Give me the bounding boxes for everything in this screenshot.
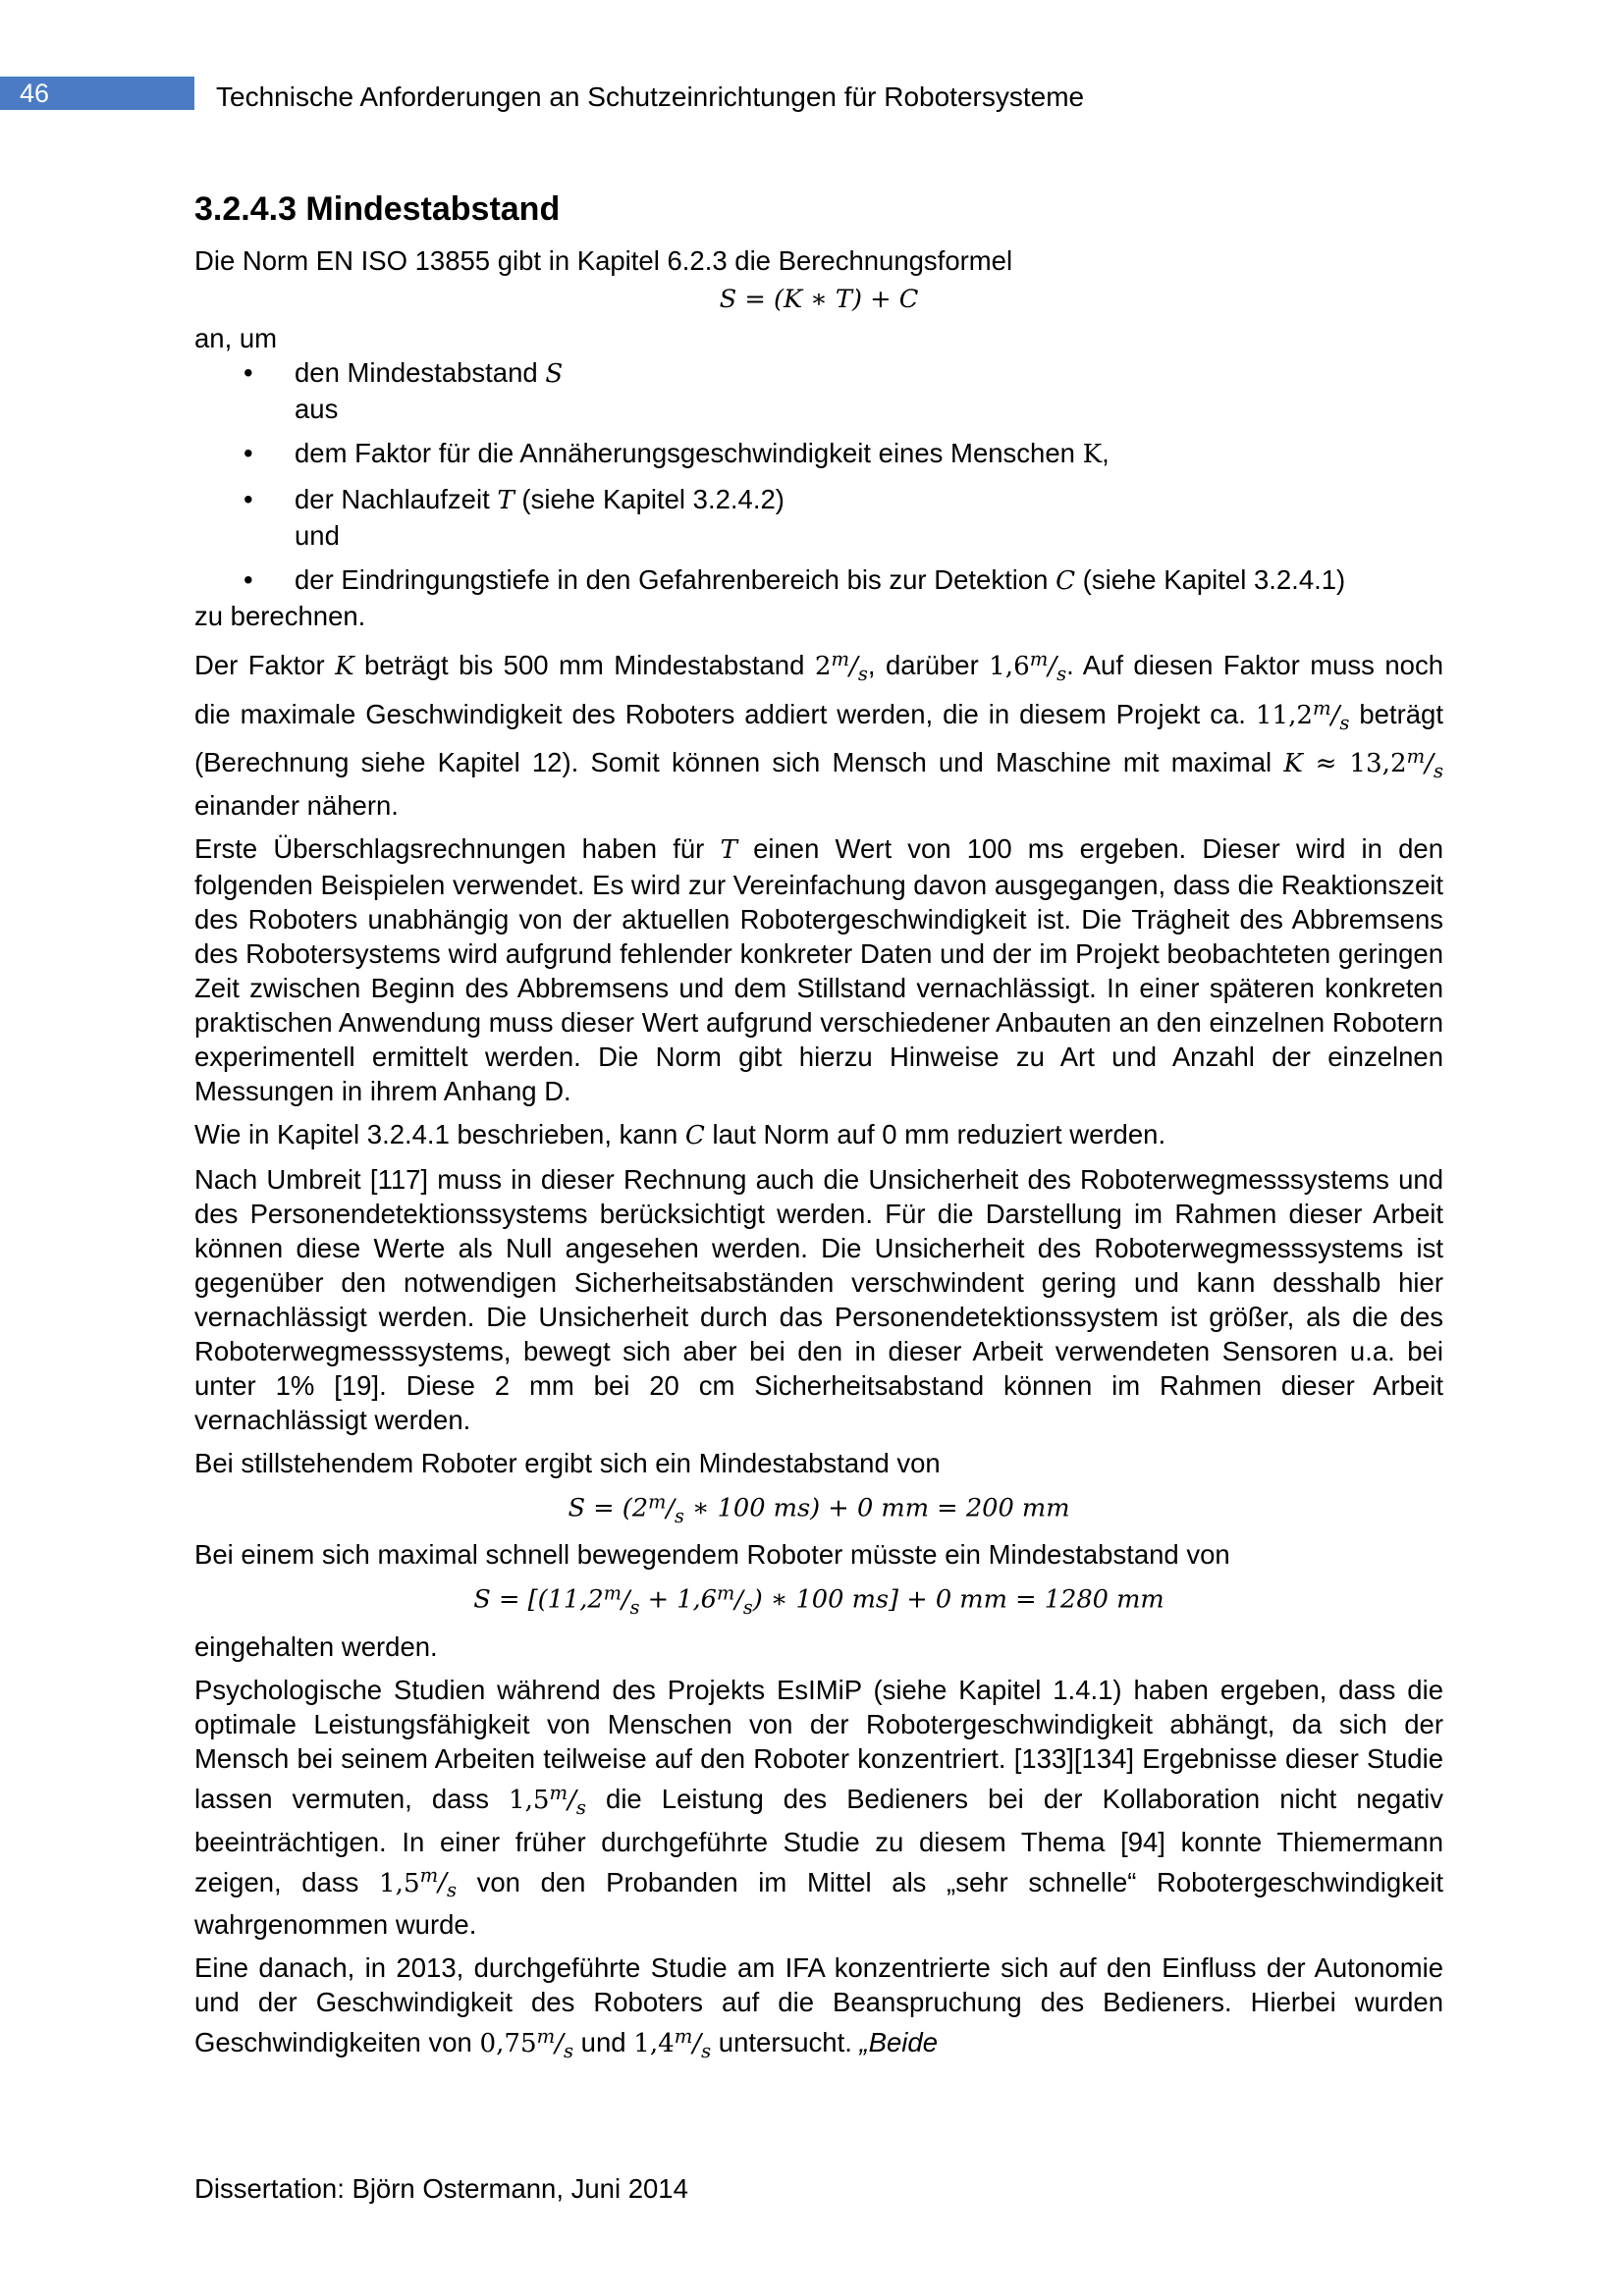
paragraph-time-t: Erste Überschlagsrechnungen haben für T einen Wert von 100 ms ergeben. Dieser wird in den folgenden Beispielen verwendet. Es wird zur Vereinfachung davon ausgegangen, dass die Reaktionszeit des Roboters unabhängig von der aktuellen Robotergeschwindigkeit ist. Die Trägheit des Abbremsens des Robotersystems wird aufgrund fehlender konkreter Daten und der im Projekt beobachteten geringen Zeit zwischen Beginn des Abbremsens und dem Stillstand vernachlässigt. In einer späteren konkreten praktischen Anwendung muss dieser Wert aufgrund verschiedener Anbauten an den einzelnen Robotern experimentell ermittelt werden. Die Norm gibt hierzu Hinweise zu Art und Anzahl der einzelnen Messungen in ihrem Anhang D. [194,833,1444,1107]
intro-text: Die Norm EN ISO 13855 gibt in Kapitel 6.2.3 die Berechnungsformel [194,245,1013,276]
section-heading: 3.2.4.3 Mindestabstand [194,190,561,228]
paragraph-uncertainty: Nach Umbreit [117] muss in dieser Rechnung auch die Unsicherheit des Roboterwegmesssystems und des Personendetektionssystems berücksichtigt werden. Für die Darstellung im Rahmen dieser Arbeit können diese Werte als Null angesehen werden. Die Unsicherheit des Roboterwegmesssystems ist gegenüber den notwendigen Sicherheitsabständen verschwindent gering und kann desshalb hier vernachlässigt werden. Die Unsicherheit durch das Personendetektionssystem ist größer, als die des Roboterwegmesssystems, bewegt sich aber bei den in dieser Arbeit verwendeten Sensoren u.a. bei unter 1% [19]. Diese 2 mm bei 20 cm Sicherheitsabstand können im Rahmen dieser Arbeit vernachlässigt werden. [194,1164,1443,1436]
list-item-continuation: aus [295,394,339,424]
paragraph-psych-studies: Psychologische Studien während des Projekts EsIMiP (siehe Kapitel 1.4.1) haben ergeben, dass die optimale Leistungsfähigkeit von Menschen von der Robotergeschwindigkeit abhängt, da sich der Mensch bei seinem Arbeiten teilweise auf den Roboter konzentriert. [133][134] Ergebnisse dieser Studie lassen vermuten, dass $1,5^m/_s$ die Leistung des Bedieners bei der Kollaboration nicht negativ beeinträchtigen. In einer früher durchgeführte Studie zu diesem Thema [94] konnte Thiemermann zeigen, dass $1,5^m/_s$ von den Probanden im Mittel als „sehr schnelle“ Robotergeschwindigkeit wahrgenommen wurde. [194,1674,1444,1941]
list-item: • der Nachlaufzeit T (siehe Kapitel 3.2.4.2) und [194,482,1443,553]
formula-main: S = (K ∗ T) + C [719,285,919,314]
bullet-icon: • [244,438,253,468]
bullet-icon: • [244,357,253,388]
paragraph-c-reduction: Wie in Kapitel 3.2.4.1 beschrieben, kann C laut Norm auf 0 mm reduziert werden. [194,1119,1166,1151]
an-um-text: an, um [194,323,278,353]
paragraph-ifa-study: Eine danach, in 2013, durchgeführte Studie am IFA konzentrierte sich auf den Einfluss der Autonomie und der Geschwindigkeit des Roboters auf die Beanspruchung des Bedieners. Hierbei wurden Geschwindigkeiten von $0,75^m/_s$ und $1,4^m/_s$ untersucht. „Beide [194,1952,1443,2062]
page-number-box [0,77,194,110]
bullet-icon: • [244,484,253,514]
page-body [194,188,1443,2077]
zu-berechnen-text: zu berechnen. [194,601,366,631]
bullet-list [194,355,1443,599]
paragraph-stationary: Bei stillstehendem Roboter ergibt sich ein Mindestabstand von [194,1448,941,1479]
bullet-icon: • [244,564,253,595]
list-item: • der Eindringungstiefe in den Gefahrenbereich bis zur Detektion C (siehe Kapitel 3.2.4.1) [244,564,1346,596]
formula-moving: $S = [(11,2^m/_s + 1,6^m/_s)$ ∗ 100 ms] + 0 mm = 1280 mm [473,1581,1164,1619]
formula-stationary: $S = (2^m/_s$ ∗ 100 ms) + 0 mm = 200 mm [568,1490,1070,1527]
paragraph-moving: Bei einem sich maximal schnell bewegendem Roboter müsste ein Mindestabstand von [194,1539,1230,1571]
paragraph-eingehalten: eingehalten werden. [194,1630,438,1662]
list-item-continuation: und [295,520,340,551]
list-item: • den Mindestabstand S aus [194,355,1443,426]
page-number: 46 [20,79,50,108]
list-item: • dem Faktor für die Annäherungsgeschwindigkeit eines Menschen K, [244,438,1110,469]
running-title: Technische Anforderungen an Schutzeinrichtungen für Robotersysteme [216,81,1085,112]
paragraph-factor-k: Der Faktor K beträgt bis 500 mm Mindestabstand $2^m/_s$, darüber $1,6^m/_s$. Auf diesen Faktor muss noch die maximale Geschwindigkeit des Roboters addiert werden, die in diesem Projekt ca. $11,2^m/_s$ beträgt (Berechnung siehe Kapitel 12). Somit können sich Mensch und Maschine mit maximal $K \approx 13,2^m/_s$ einander nähern. [194,648,1443,822]
page-footer: Dissertation: Björn Ostermann, Juni 2014 [194,2173,688,2204]
